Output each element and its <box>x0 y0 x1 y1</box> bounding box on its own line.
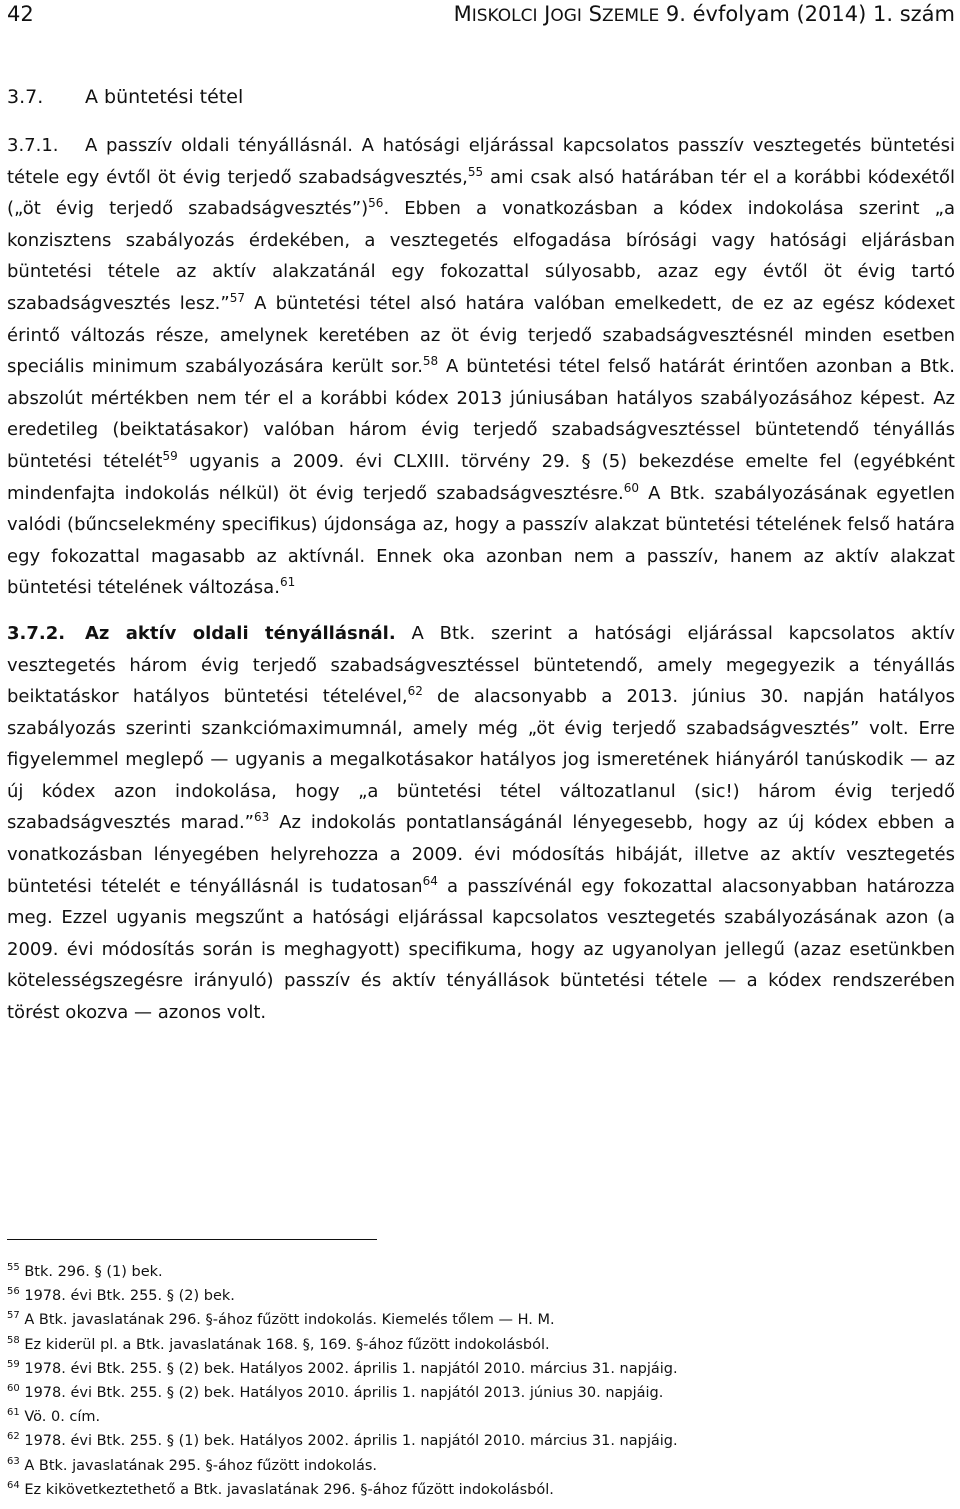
journal-title: MISKOLCI JOGI SZEMLE 9. évfolyam (2014) 1. szám <box>453 2 955 26</box>
text-run: a passzívénál egy fokozattal alacsonyabban határozza meg. Ezzel ugyanis megszűnt a hatósági eljárással kapcsolatos vesztegetés szabályozásának azon (a 2009. évi módosítás során is meghagyott) specifikuma, hogy az ugyanolyan jellegű (azaz esetünkben kötelességszegésre irányuló) passzív és aktív tényállások büntetési tétele — a kódex rendszerében törést okozva — azonos volt. <box>7 875 955 1024</box>
text-run: A Btk. szabályozásának egyetlen valódi (bűncselekmény specifikus) újdonsága az, hogy a passzív alakzat büntetési tételének felső határa egy fokozattal magasabb az aktívnál. Ennek oka azonban nem a passzív, hanem az aktív alakzat büntetési tételének változása. <box>7 482 955 599</box>
footnote-ref[interactable]: 62 <box>407 684 423 699</box>
footnote-number: 57 <box>7 1310 20 1322</box>
footnote-text: A Btk. javaslatának 296. §-ához fűzött indokolás. Kiemelés tőlem — H. M. <box>24 1312 555 1329</box>
footnote-ref[interactable]: 64 <box>422 873 438 888</box>
paragraph-passive <box>7 130 955 604</box>
footnote-ref[interactable]: 61 <box>279 575 296 590</box>
footnote <box>7 1284 955 1308</box>
footnote-ref[interactable]: 59 <box>162 448 178 463</box>
subsection-title-2: Az aktív oldali tényállásnál. <box>85 622 396 644</box>
footnotes <box>7 1260 955 1502</box>
text-run: . Ebben a vonatkozásban a kódex indokolása szerint „a konzisztens szabályozás érdekében, a vesztegetés elfogadása bírósági vagy hatósági eljárásban büntetési tétele az aktív alakzatánál egy fokozattal súlyosabb, azaz egy évtől öt évig tartó szabadságvesztés lesz.” <box>7 198 956 314</box>
text-run: ugyanis a 2009. évi CLXIII. törvény 29. § (5) bekezdése emelte fel (egyébként mindenfajta indokolás nélkül) öt évig terjedő szabadságvesztésre. <box>7 450 955 504</box>
footnote-number: 62 <box>7 1431 20 1443</box>
text-run: A hatósági eljárással kapcsolatos passzív vesztegetés büntetési tétele egy évtől öt évig terjedő szabadságvesztés, <box>7 135 955 188</box>
subsection-number-1: 3.7.1. <box>7 135 59 156</box>
footnote-text: Vö. 0. cím. <box>24 1409 101 1426</box>
footnote <box>7 1429 955 1453</box>
footnote-number: 61 <box>7 1407 20 1419</box>
subsection-title-1: A passzív oldali tényállásnál. <box>85 135 353 156</box>
section-title: A büntetési tétel <box>85 86 244 108</box>
footnote <box>7 1478 955 1502</box>
section-number: 3.7. <box>7 86 44 108</box>
footnote-ref[interactable]: 60 <box>623 480 640 495</box>
footnote <box>7 1308 955 1332</box>
page-number: 42 <box>7 2 34 26</box>
footnote <box>7 1357 955 1381</box>
footnote-text: A Btk. javaslatának 295. §-ához fűzött indokolás. <box>24 1457 378 1474</box>
subsection-number-2: 3.7.2. <box>7 622 66 644</box>
footnote-number: 55 <box>7 1262 20 1273</box>
footnote <box>7 1260 955 1284</box>
body-text <box>7 130 955 1029</box>
text-run: ami csak alsó határában tér el a korábbi kódexétől („öt évig terjedő szabadságvesztés”) <box>7 166 955 220</box>
footnote <box>7 1381 955 1405</box>
footnote-number: 63 <box>7 1455 20 1467</box>
footnote-number: 59 <box>7 1358 20 1370</box>
running-header <box>7 2 955 36</box>
footnote-ref[interactable]: 56 <box>368 196 384 211</box>
footnote-text: Btk. 296. § (1) bek. <box>24 1264 163 1280</box>
text-run: A Btk. szerint a hatósági eljárással kapcsolatos aktív vesztegetés három évig terjedő szabadságvesztéssel büntetendő, amely megegyezik a tényállás beiktatáskor hatályos büntetési tételével, <box>7 622 955 708</box>
paragraph-active <box>7 618 955 1029</box>
footnote-text: Ez kiderül pl. a Btk. javaslatának 168. §, 169. §-ához fűzött indokolásból. <box>24 1336 550 1353</box>
footnote-number: 56 <box>7 1286 20 1298</box>
footnote-text: 1978. évi Btk. 255. § (2) bek. Hatályos 2010. április 1. napjától 2013. június 30. napjáig. <box>24 1385 664 1402</box>
footnote-number: 58 <box>7 1334 20 1346</box>
footnote <box>7 1454 955 1478</box>
footnote-ref[interactable]: 57 <box>229 290 245 305</box>
footnote-ref[interactable]: 58 <box>422 354 439 369</box>
footnote-text: 1978. évi Btk. 255. § (1) bek. Hatályos 2002. április 1. napjától 2010. március 31. napjáig. <box>24 1433 678 1450</box>
footnote-ref[interactable]: 55 <box>467 164 484 179</box>
text-run: Az indokolás pontatlanságánál lényegesebb, hogy az új kódex ebben a vonatkozásban lényegében helyrehozza a 2009. évi módosítás hibáját, illetve az aktív vesztegetés büntetési tételét e tényállásnál is tudatosan <box>7 812 955 897</box>
footnote-text: Ez kikövetkeztethető a Btk. javaslatának 296. §-ához fűzött indokolásból. <box>24 1481 554 1498</box>
footnote-separator <box>7 1239 377 1240</box>
footnote-number: 60 <box>7 1383 20 1395</box>
text-run: de alacsonyabb a 2013. június 30. napján hatályos szabályozás szerinti szankciómaximumnál, amely még „öt évig terjedő szabadságvesztés” volt. Erre figyelemmel meglepő — ugyanis a megalkotásakor hatályos jog ismeretének hiányáról tanúskodik — az új kódex azon indokolása, hogy „a büntetési tétel változatlanul (sic!) három évig terjedő szabadságvesztés marad.” <box>7 686 955 834</box>
footnote <box>7 1333 955 1357</box>
text-run: A büntetési tétel alsó határa valóban emelkedett, de ez az egész kódexet érintő változás része, amelynek keretében az öt évig terjedő szabadságvesztésnél minden esetben speciális minimum szabályozására került sor. <box>7 292 955 378</box>
footnote-ref[interactable]: 63 <box>254 810 270 825</box>
footnote-text: 1978. évi Btk. 255. § (2) bek. <box>24 1288 235 1305</box>
footnote <box>7 1405 955 1429</box>
footnote-text: 1978. évi Btk. 255. § (2) bek. Hatályos 2002. április 1. napjától 2010. március 31. napjáig. <box>24 1360 678 1377</box>
section-heading <box>7 86 243 108</box>
text-run: A büntetési tétel felső határát érintően azonban a Btk. abszolút mértékben nem tér el a korábbi kódex 2013 júniusában hatályos szabályozásához képest. Az eredetileg (beiktatásakor) valóban három évig terjedő szabadságvesztéssel büntetendő tényállás büntetési tételét <box>7 356 955 472</box>
footnote-number: 64 <box>7 1479 20 1491</box>
